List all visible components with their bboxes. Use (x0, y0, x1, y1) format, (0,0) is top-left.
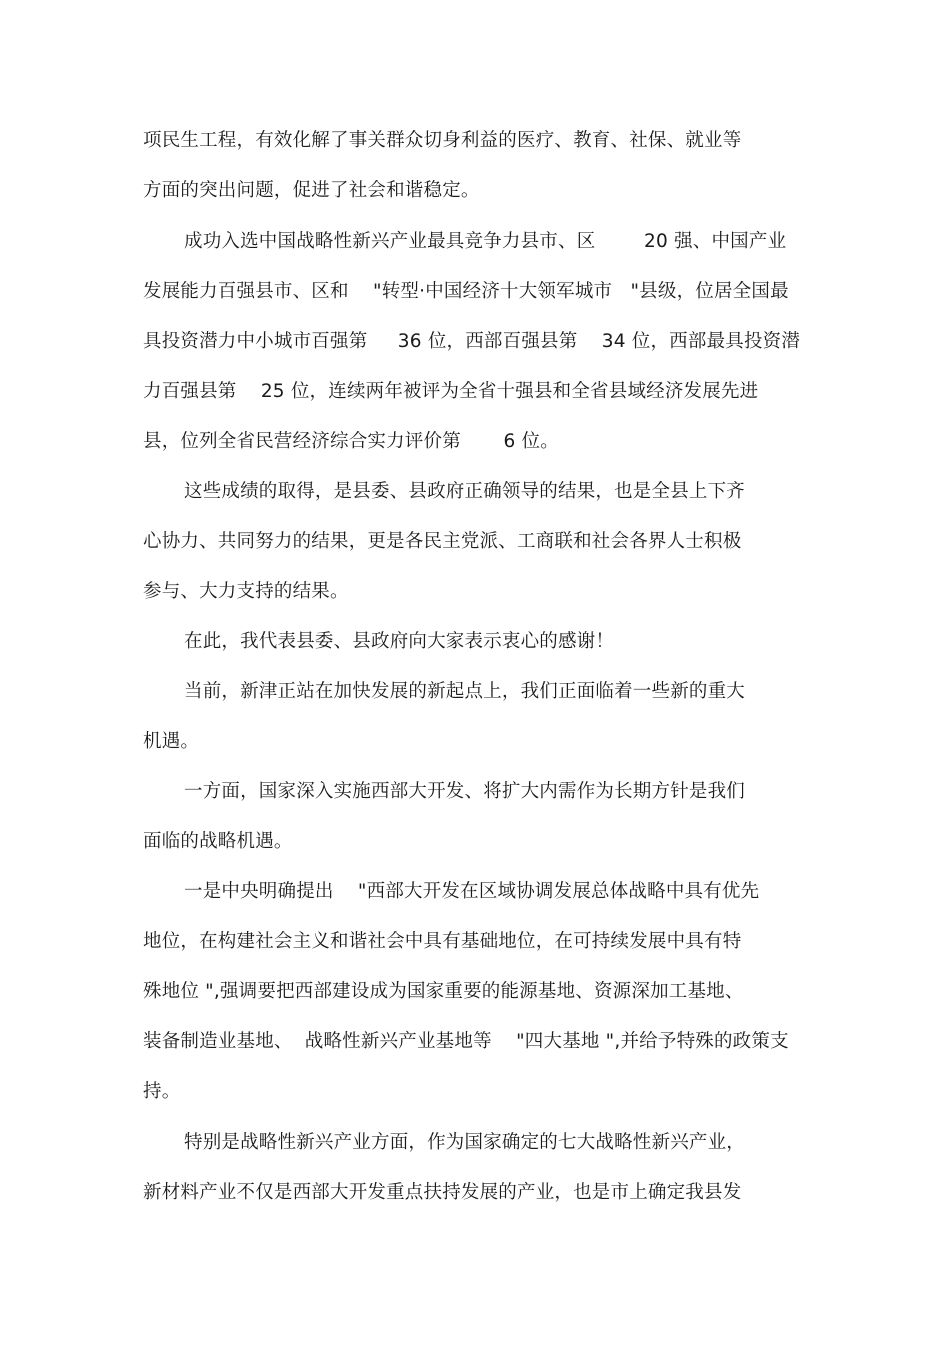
text-line-16: 一是中央明确提出 "西部大开发在区域协调发展总体战略中具有优先 (184, 881, 760, 902)
text-line-22: 新材料产业不仅是西部大开发重点扶持发展的产业，也是市上确定我县发 (143, 1182, 742, 1203)
text-line-10: 参与、大力支持的结果。 (143, 581, 349, 602)
text-line-8: 这些成绩的取得，是县委、县政府正确领导的结果，也是全县上下齐 (184, 481, 746, 502)
text-line-14: 一方面，国家深入实施西部大开发、将扩大内需作为长期方针是我们 (184, 781, 746, 802)
text-line-2: 方面的突出问题，促进了社会和谐稳定。 (143, 180, 480, 201)
text-line-20: 持。 (143, 1081, 181, 1102)
text-line-17: 地位，在构建社会主义和谐社会中具有基础地位，在可持续发展中具有特 (143, 931, 742, 952)
text-line-5: 具投资潜力中小城市百强第 36 位，西部百强县第 34 位，西部最具投资潜 (143, 331, 801, 352)
text-line-1: 项民生工程，有效化解了事关群众切身利益的医疗、教育、社保、就业等 (143, 130, 742, 151)
text-line-15: 面临的战略机遇。 (143, 831, 293, 852)
text-line-12: 当前，新津正站在加快发展的新起点上，我们正面临着一些新的重大 (184, 681, 746, 702)
text-line-19: 装备制造业基地、 战略性新兴产业基地等 "四大基地 ",并给予特殊的政策支 (143, 1031, 789, 1052)
text-line-18: 殊地位 ",强调要把西部建设成为国家重要的能源基地、资源深加工基地、 (143, 981, 744, 1002)
text-line-13: 机遇。 (143, 731, 200, 752)
text-line-9: 心协力、共同努力的结果，更是各民主党派、工商联和社会各界人士积极 (143, 531, 742, 552)
text-line-4: 发展能力百强县市、区和 "转型·中国经济十大领军城市 "县级，位居全国最 (143, 281, 789, 302)
text-line-3: 成功入选中国战略性新兴产业最具竞争力县市、区 20 强、中国产业 (184, 231, 787, 252)
text-line-21: 特别是战略性新兴产业方面，作为国家确定的七大战略性新兴产业， (184, 1132, 746, 1153)
text-line-7: 县，位列全省民营经济综合实力评价第 6 位。 (143, 431, 559, 452)
text-line-11: 在此，我代表县委、县政府向大家表示衷心的感谢！ (184, 631, 615, 652)
text-line-6: 力百强县第 25 位，连续两年被评为全省十强县和全省县域经济发展先进 (143, 381, 759, 402)
